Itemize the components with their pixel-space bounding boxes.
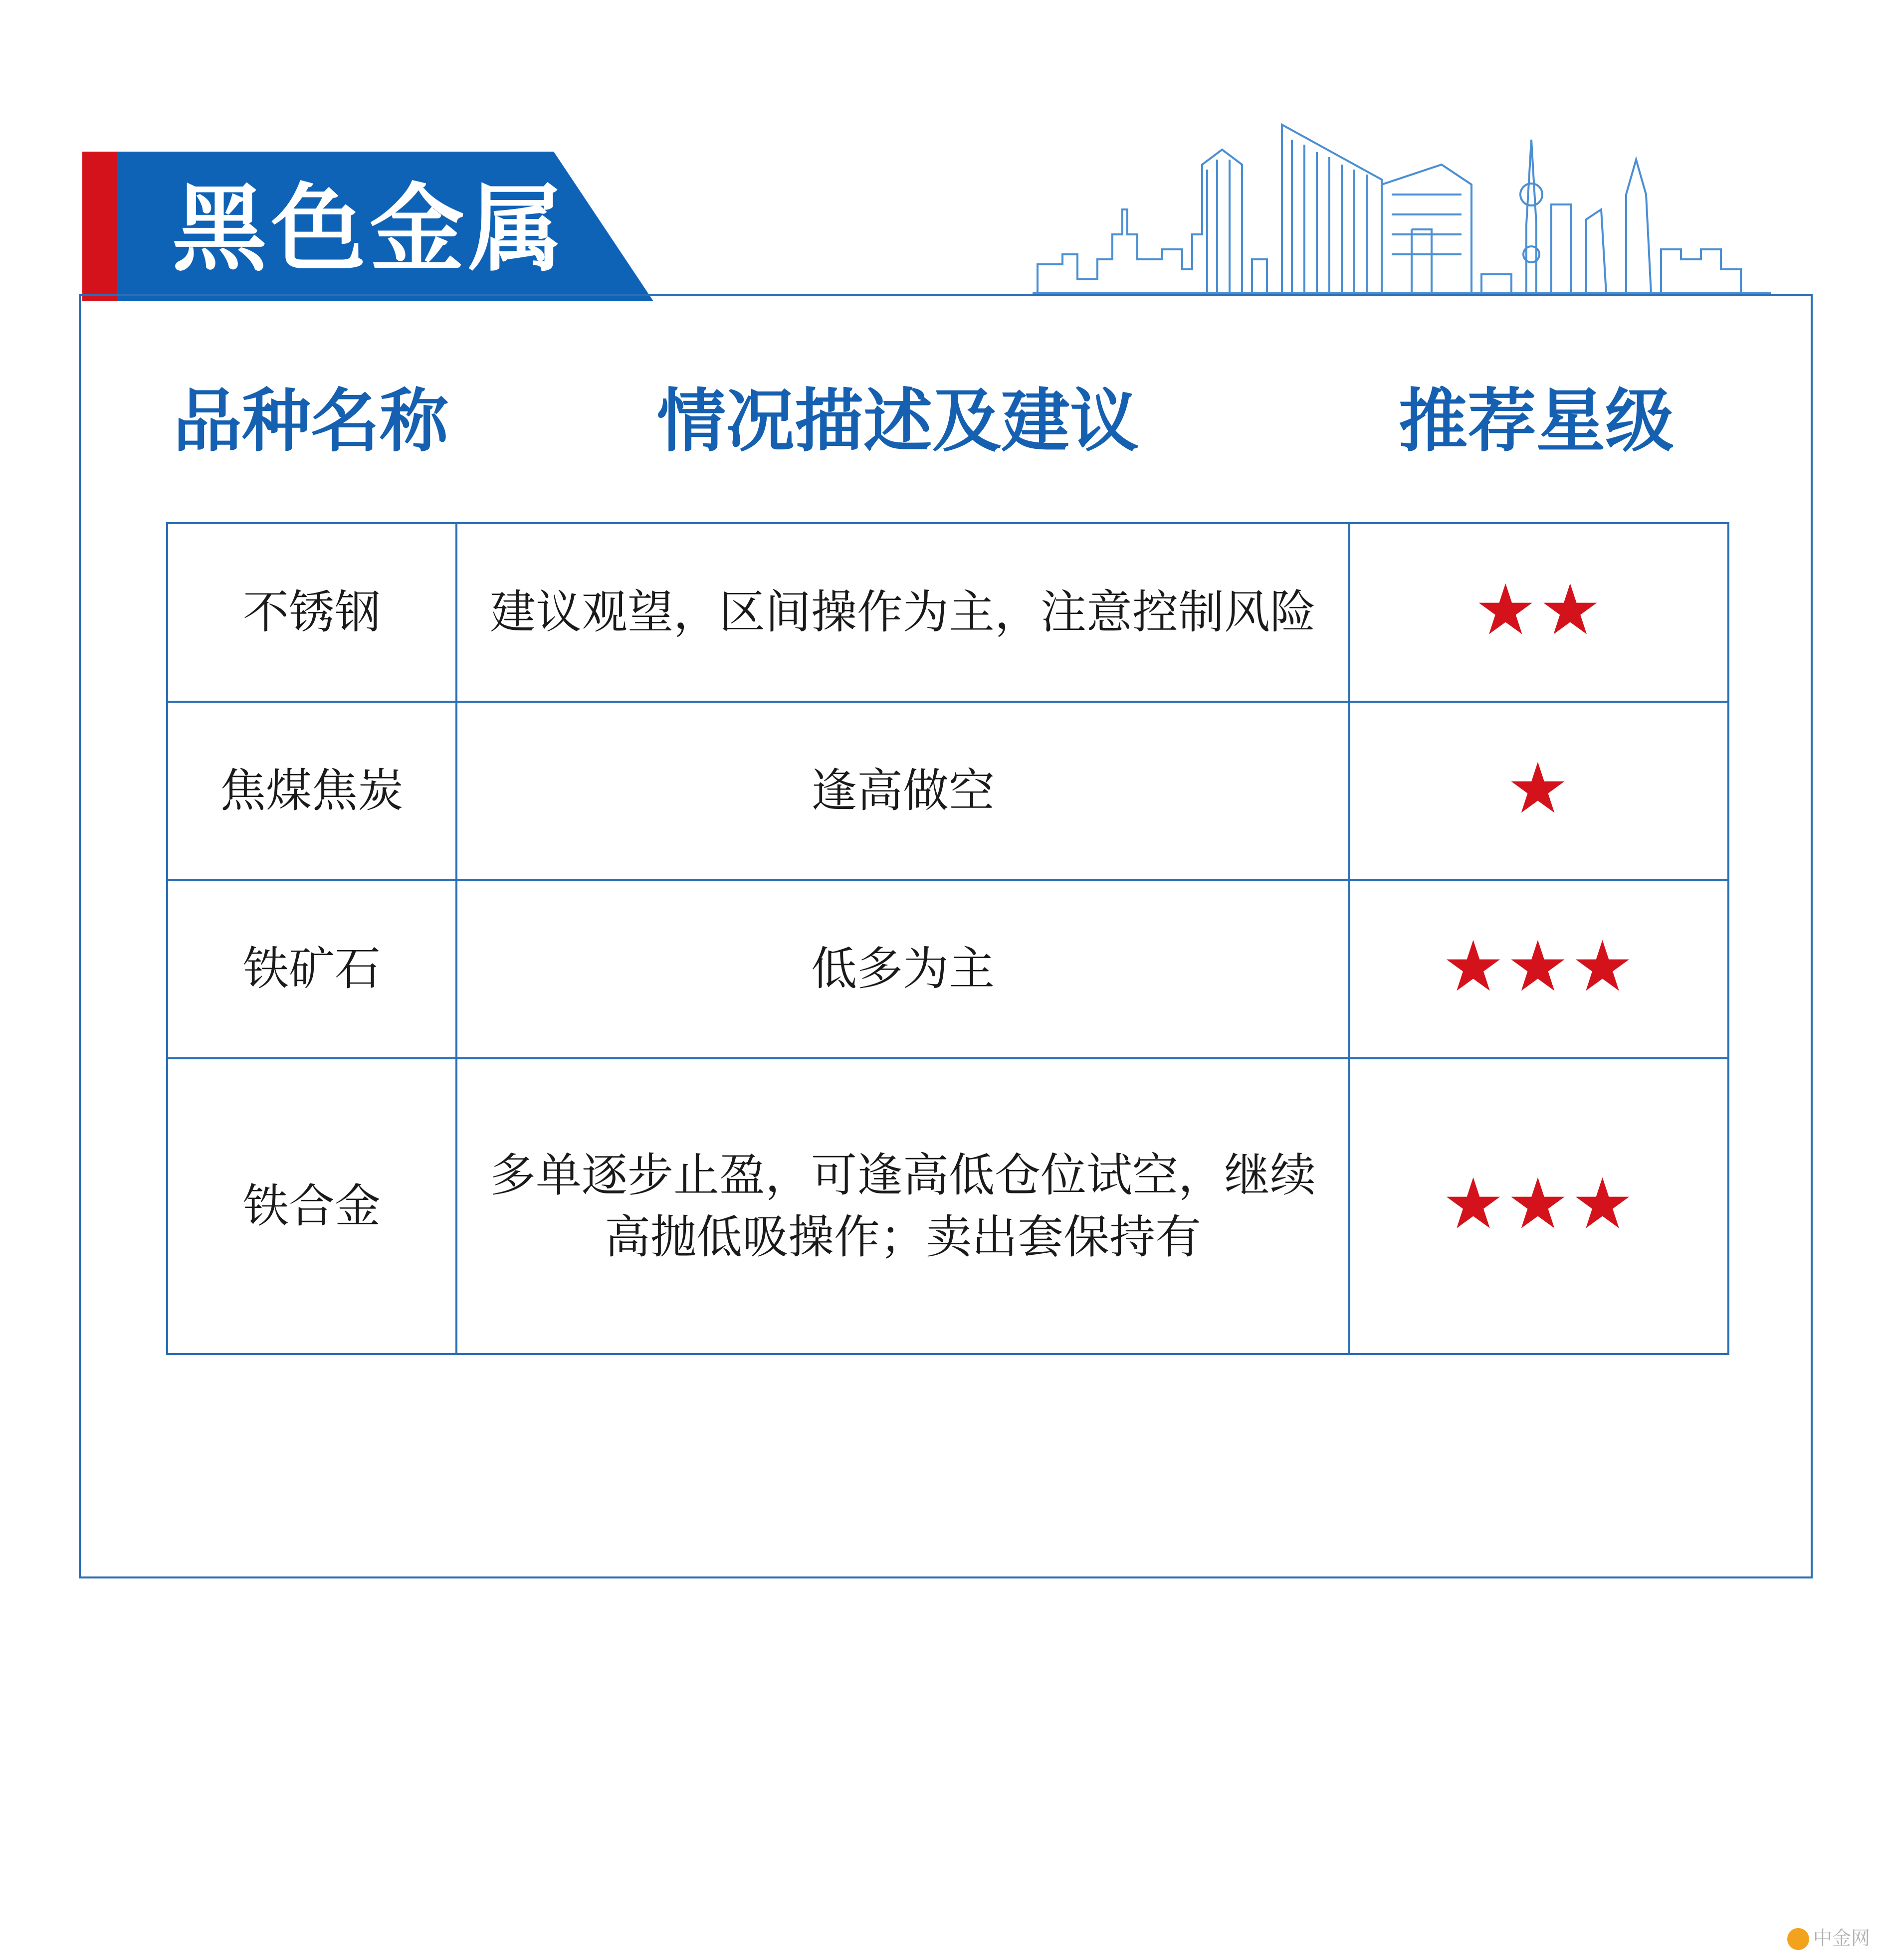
variety-name: 不锈钢 bbox=[167, 523, 456, 702]
advice-text: 建议观望，区间操作为主，注意控制风险 bbox=[456, 523, 1349, 702]
header-description: 情况描述及建议 bbox=[656, 381, 1139, 461]
variety-name: 焦煤焦炭 bbox=[167, 702, 456, 880]
table-row bbox=[167, 702, 1728, 880]
variety-name: 铁矿石 bbox=[167, 880, 456, 1058]
star-rating bbox=[1349, 880, 1728, 1058]
variety-name: 铁合金 bbox=[167, 1058, 456, 1354]
table-row bbox=[167, 880, 1728, 1058]
star-icon: ★ bbox=[1506, 748, 1571, 829]
star-icon: ★★ bbox=[1474, 569, 1604, 651]
page-title: 黑色金属 bbox=[172, 174, 568, 284]
advice-text: 逢高做空 bbox=[456, 702, 1349, 880]
header-variety: 品种名称 bbox=[173, 381, 448, 461]
star-icon: ★★★ bbox=[1442, 926, 1636, 1008]
advice-text: 多单逐步止盈，可逢高低仓位试空，继续高抛低吸操作；卖出套保持有 bbox=[456, 1058, 1349, 1354]
watermark bbox=[1787, 1923, 1870, 1951]
watermark-logo-icon bbox=[1787, 1928, 1809, 1950]
header-rating: 推荐星级 bbox=[1398, 381, 1674, 461]
city-skyline-icon bbox=[1033, 110, 1771, 295]
star-icon: ★★★ bbox=[1442, 1163, 1636, 1245]
star-rating bbox=[1349, 702, 1728, 880]
title-accent-bar bbox=[82, 152, 117, 301]
star-rating bbox=[1349, 523, 1728, 702]
watermark-text: 中金网 bbox=[1813, 1927, 1870, 1949]
table-row bbox=[167, 523, 1728, 702]
table-row bbox=[167, 1058, 1728, 1354]
advice-text: 低多为主 bbox=[456, 880, 1349, 1058]
star-rating bbox=[1349, 1058, 1728, 1354]
recommendation-table bbox=[166, 522, 1729, 1355]
